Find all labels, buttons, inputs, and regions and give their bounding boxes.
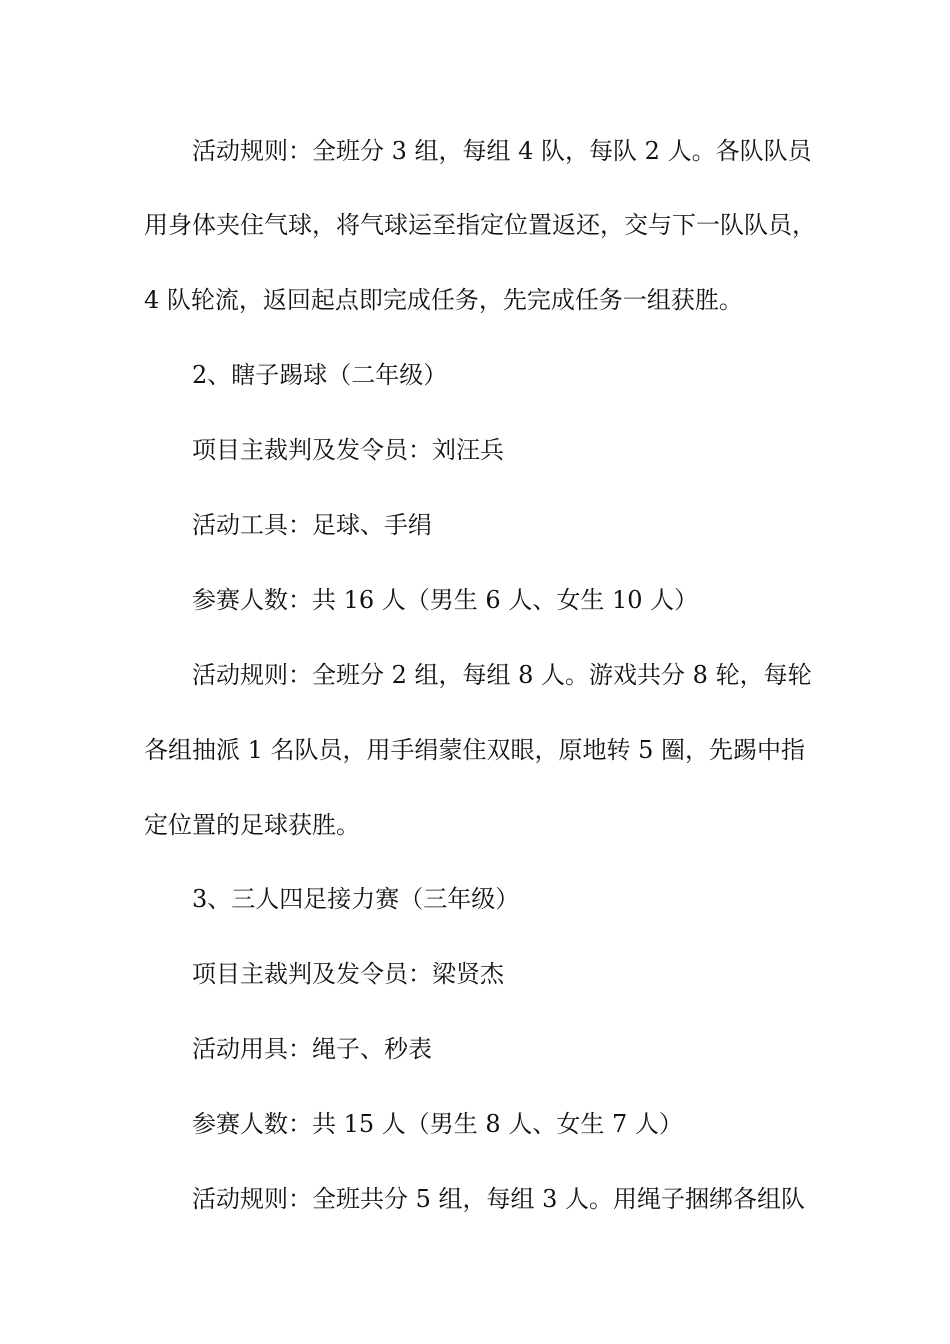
rule-paragraph-3-line-1: 活动规则：全班共分 5 组，每组 3 人。用绳子捆绑各组队: [192, 1185, 806, 1213]
rule-paragraph-1-line-2: 用身体夹住气球，将气球运至指定位置返还，交与下一队队员，: [144, 211, 816, 239]
participants-line-3: 参赛人数：共 15 人（男生 8 人、女生 7 人）: [192, 1110, 683, 1138]
rule-paragraph-1-line-1: 活动规则：全班分 3 组，每组 4 队，每队 2 人。各队队员: [192, 137, 812, 165]
tools-line-3: 活动用具：绳子、秒表: [192, 1035, 432, 1063]
referee-line-3: 项目主裁判及发令员：梁贤杰: [192, 960, 504, 988]
section-heading-3: 3、三人四足接力赛（三年级）: [192, 885, 520, 913]
rule-paragraph-2-line-1: 活动规则：全班分 2 组，每组 8 人。游戏共分 8 轮，每轮: [192, 661, 812, 689]
tools-line-2: 活动工具：足球、手绢: [192, 511, 432, 539]
participants-line-2: 参赛人数：共 16 人（男生 6 人、女生 10 人）: [192, 586, 699, 614]
section-heading-2: 2、瞎子踢球（二年级）: [192, 361, 448, 389]
referee-line-2: 项目主裁判及发令员：刘汪兵: [192, 436, 504, 464]
rule-paragraph-1-line-3: 4 队轮流，返回起点即完成任务，先完成任务一组获胜。: [144, 286, 743, 314]
rule-paragraph-2-line-3: 定位置的足球获胜。: [144, 811, 360, 839]
rule-paragraph-2-line-2: 各组抽派 1 名队员，用手绢蒙住双眼，原地转 5 圈，先踢中指: [144, 736, 806, 764]
